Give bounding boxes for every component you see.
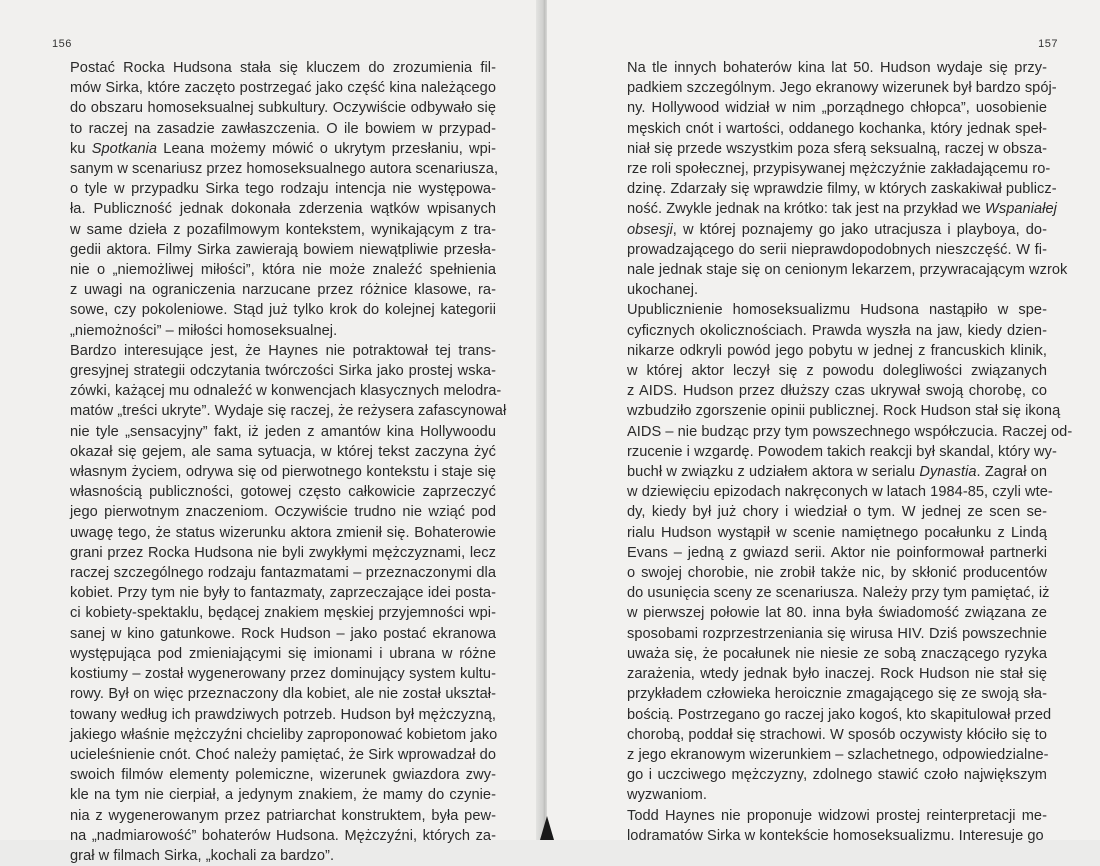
text-line: sanej w kino gatunkowe. Rock Hudson – jako postać ekranowa (70, 625, 496, 642)
text-line: zówki, każącej mu odnaleźć w konwencjach klasycznych melodra- (70, 383, 502, 400)
text-line: obsesji, w której poznajemy go jako utracjusza i playboya, do- (627, 221, 1047, 238)
text-line: Bardzo interesujące jest, że Haynes nie potraktował tej trans- (70, 342, 496, 359)
text-line: rowy. Był on więc przeznaczony dla kobiet, ale nie został ukształ- (70, 686, 496, 703)
text-line: ukochanej. (627, 282, 699, 299)
text-line: gresyjnej strategii odczytania twórczości Sirka jako prostej wska- (70, 363, 496, 380)
page-number-left: 156 (52, 38, 72, 50)
binding-mark (540, 816, 554, 840)
text-line: okazał się gejem, ale sama sytuacja, w której tekst zaczyna żyć (70, 443, 496, 460)
text-line: o swojej chorobie, nie zrobił także nic, by skłonić producentów (627, 565, 1047, 582)
text-line: to raczej na zasadzie zawłaszczenia. O ile bowiem w przypad- (70, 120, 496, 137)
right-page-text (609, 58, 1073, 846)
left-page (0, 0, 544, 864)
text-line: „niemożności” – miłości homoseksualnej. (70, 322, 338, 339)
text-line: AIDS – nie budząc przy tym powszechnego współczucia. Raczej od- (627, 423, 1073, 440)
text-line: własnością publiczności, gotowej często całkowicie zaprzeczyć (70, 484, 496, 501)
text-line: z uwagi na ograniczenia narzucane przez różnice klasowe, ra- (70, 282, 496, 299)
paragraph (52, 58, 499, 341)
text-line: Na tle innych bohaterów kina lat 50. Hudson wydaje się przy- (627, 60, 1047, 76)
paragraph (609, 300, 1073, 805)
text-line: swoich filmów elementy polemiczne, wizerunek gwiazdora zwy- (70, 767, 496, 784)
text-line: w same dzieła z pozafilmowym kontekstem, wynikającym z tra- (70, 221, 496, 238)
text-line: bością. Postrzegano go raczej jako kogoś, kto skapitulował przed (627, 706, 1052, 723)
text-line: zarażenia, wtedy jednak było inaczej. Rock Hudson nie stał się (627, 666, 1047, 683)
text-line: niał się przede wszystkim poza sferą seksualną, raczej w obsza- (627, 140, 1047, 157)
italic-title: Spotkania (91, 140, 158, 157)
text-line: ci kobiety-spektaklu, będącej znakiem męskiej przyjemności wpi- (70, 605, 496, 622)
text-line: ny. Hollywood widział w nim „porządnego chłopca”, uosobienie (627, 100, 1047, 117)
text-line: matów „treści ukryte”. Wydaje się raczej, że reżysera zafascynował (70, 403, 507, 420)
text-line: mów Sirka, które zaczęto postrzegać jako część kina należącego (70, 80, 496, 97)
text-line: nia z wygenerowanym przez patriarchat konstruktem, była pew- (70, 807, 496, 824)
text-line: jego pierwotnym znaczeniom. Oczywiście trudno nie wziąć pod (70, 504, 496, 521)
text-line: wzbudziło zgorszenie opinii publicznej. Rock Hudson stał się ikoną (627, 403, 1061, 420)
text-line: własnym życiem, odrywa się od pierwotnego kontekstu i staje się (70, 464, 496, 481)
text-line: padkiem szczególnym. Jego ekranowy wizerunek był bardzo spój- (627, 80, 1057, 97)
text-line: z jego ekranowym wizerunkiem – szlachetnego, odpowiedzialne- (627, 746, 1049, 763)
text-line: występująca pod zmieniającymi się imionami i ubrana w różne (70, 645, 496, 662)
text-line: nikarze odkryli powód jego pobytu w jednej z francuskich klinik, (627, 342, 1047, 359)
text-line: grani przez Rocka Hudsona nie byli zwykłymi mężczyznami, lecz (70, 544, 496, 561)
text-line: o tyle w przypadku Sirka tego rodzaju intencja nie występowa- (70, 181, 496, 198)
text-line: do obszaru homoseksualnej subkultury. Oczywiście odbywało się (70, 100, 496, 117)
text-line: jakiego właśnie mężczyźni chcieliby zaproponować kobietom jako (70, 726, 498, 743)
text-line: kle na tym nie cierpiał, a jedynym znakiem, że mamy do czynie- (70, 787, 496, 804)
text-line: chorobą, poddał się strachowi. W sposób oczywisty kłóciło się to (627, 726, 1047, 743)
text-line: ku Spotkania Leana możemy mówić o ukrytym przesłaniu, wpi- (70, 140, 497, 157)
text-line: sanym w scenariusz przez homoseksualnego autora scenariusza, (70, 161, 499, 178)
text-line: Upublicznienie homoseksualizmu Hudsona nastąpiło w spe- (627, 302, 1047, 319)
text-line: grał w filmach Sirka, „kochali za bardzo”. (70, 847, 335, 864)
text-line: z AIDS. Hudson przez dłuższy czas ukrywał swoją chorobę, co (627, 383, 1047, 400)
text-line: w dziewięciu epizodach nakręconych w latach 1984-85, czyli wte- (627, 484, 1053, 501)
text-line: męskich cnót i wartości, oddanego kochanka, który jednak speł- (627, 120, 1047, 137)
text-line: rialu Hudson wystąpił w scenie namiętnego pocałunku z Lindą (627, 524, 1047, 541)
text-line: przykładem człowieka heroicznie zmagającego się ze swoją sła- (627, 686, 1047, 703)
text-line: kostiumy – został wygenerowany przez dominujący system kultu- (70, 666, 496, 683)
text-line: go i uczciwego mężczyzny, zdolnego stawić czoło największym (627, 767, 1047, 784)
text-line: nale jednak staje się on cenionym lekarzem, przywracającym wzrok (627, 262, 1068, 279)
text-line: wyzwaniom. (627, 787, 707, 804)
italic-title: obsesji (627, 221, 673, 238)
paragraph (609, 58, 1068, 300)
paragraph (52, 341, 507, 866)
text-line: nie o „niemożliwej miłości”, która nie może znaleźć spełnienia (70, 262, 496, 279)
text-line: ucieleśnienie cnót. Choć należy pamiętać, że Sirk wprowadzał do (70, 746, 496, 763)
text-line: w pierwszej połowie lat 80. inna była świadomość związana ze (627, 605, 1047, 622)
italic-title: Wspaniałej (985, 201, 1057, 218)
text-line: Evans – jedną z gwiazd serii. Aktor nie poinformował partnerki (627, 544, 1047, 561)
text-line: lodramatów Sirka w kontekście homoseksualizmu. Interesuje go (627, 827, 1044, 844)
text-line: raczej szczególnego rodzaju fantazmatami – przeznaczonymi dla (70, 565, 496, 582)
text-line: sposobami rozprzestrzeniania się wirusa HIV. Dziś powszechnie (627, 625, 1047, 642)
text-line: gedii aktora. Filmy Sirka zawierają bowiem niewątpliwie przesła- (70, 241, 496, 258)
text-line: Postać Rocka Hudsona stała się kluczem do zrozumienia fil- (70, 60, 496, 76)
italic-title: Dynastia (919, 464, 977, 481)
text-line: ła. Publiczność jednak dokonała zderzenia wątków wpisanych (70, 201, 496, 218)
text-line: rze roli społecznej, przypisywanej mężczyźnie zakładającemu ro- (627, 161, 1051, 178)
text-line: sowe, czy pokoleniowe. Stąd już tylko krok do kolejnej kategorii (70, 302, 496, 319)
text-line: ność. Zwykle jednak na krótko: tak jest na przykład we Wspaniałej (627, 201, 1057, 218)
right-page (547, 0, 1100, 844)
text-line: Todd Haynes nie proponuje widzowi prostej reinterpretacji me- (627, 807, 1047, 824)
text-line: dzinę. Zdarzały się wprawdzie filmy, w których zaskakiwał publicz- (627, 181, 1057, 198)
text-line: uwagę tego, że status wizerunku aktora zmienił się. Bohaterowie (70, 524, 496, 541)
text-line: prowadzającego do serii nieprawdopodobnych nieszczęść. W fi- (627, 241, 1047, 258)
text-line: nie tyle „sensacyjny” fakt, iż jeden z amantów kina Hollywoodu (70, 423, 496, 440)
text-line: do usunięcia sceny ze scenariusza. Należy przy tym pamiętać, iż (627, 585, 1050, 602)
page-number-right: 157 (1038, 38, 1058, 50)
text-line: dy, kiedy był już chory i wiedział o tym. W jednej ze scen se- (627, 504, 1047, 521)
text-line: kobiet. Przy tym nie były to fantazmaty, zaprzeczające idei posta- (70, 585, 496, 602)
text-line: w której aktor leczył się z powodu dolegliwości związanych (627, 363, 1047, 380)
text-line: uważa się, że pocałunek nie niesie ze sobą znaczącego ryzyka (627, 645, 1047, 662)
text-line: buchł w związku z udziałem aktora w serialu Dynastia. Zagrał on (627, 464, 1048, 481)
text-line: towany według ich prawdziwych potrzeb. Hudson był mężczyzną, (70, 706, 496, 723)
text-line: na „nadmiarowość” bohaterów Hudsona. Mężczyźni, których za- (70, 827, 496, 844)
text-line: rzucenie i wzgardę. Powodem takich reakcji był skandal, który wy- (627, 443, 1057, 460)
text-line: cyficznych okolicznościach. Prawda wyszła na jaw, kiedy dzien- (627, 322, 1047, 339)
left-page-text (52, 58, 507, 866)
